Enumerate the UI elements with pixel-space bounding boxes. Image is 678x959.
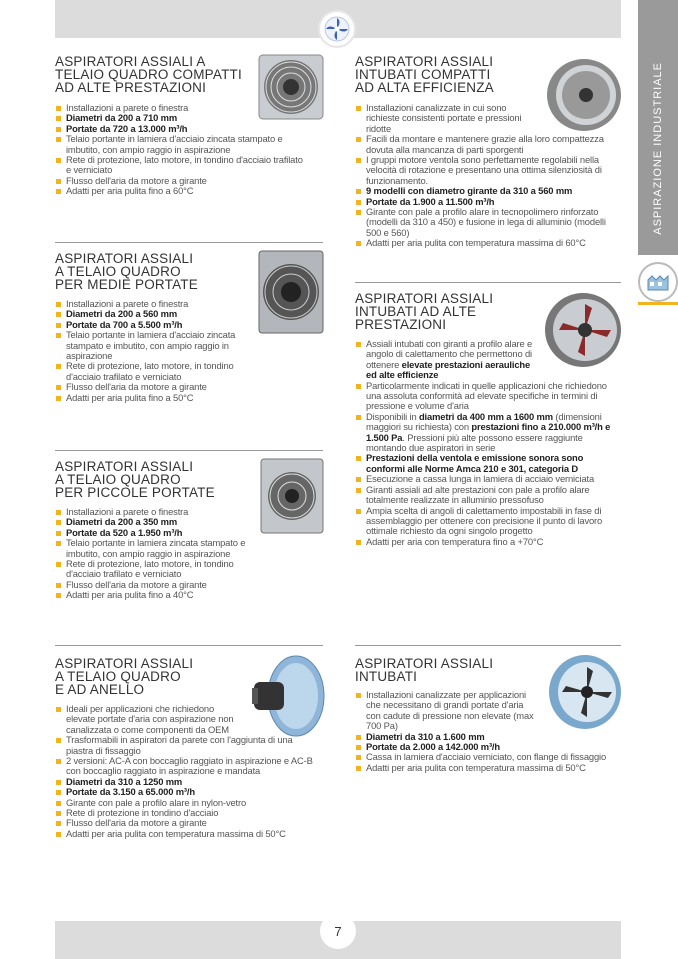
list-item: Adatti per aria pulita con temperatura massima di 60°C bbox=[355, 238, 620, 248]
title-line: A TELAIO QUADRO bbox=[55, 264, 181, 279]
title-line: TELAIO QUADRO COMPATTI bbox=[55, 67, 242, 82]
section-compact-ducted bbox=[355, 55, 555, 94]
list-item: Cassa in lamiera d'acciaio verniciato, con flange di fissaggio bbox=[355, 752, 620, 762]
title-line: PRESTAZIONI bbox=[355, 317, 447, 332]
title-line: A TELAIO QUADRO bbox=[55, 472, 181, 487]
section-square-ring bbox=[55, 657, 255, 696]
list-item: Diametri da 200 a 350 mm bbox=[55, 517, 265, 527]
list-item: Ampia scelta di angoli di calettamento impostabili in fase di assemblaggio per ottenere con precisione il punto di lavoro ottimale richiesto da ogni singolo progetto bbox=[355, 506, 620, 537]
list-item: Adatti per aria con temperatura fino a +70°C bbox=[355, 537, 620, 547]
list-item: Installazioni a parete o finestra bbox=[55, 299, 255, 309]
title-line: AD ALTE PRESTAZIONI bbox=[55, 80, 207, 95]
page-number: 7 bbox=[320, 913, 356, 949]
spec-list bbox=[55, 507, 265, 601]
list-item: Installazioni canalizzate per applicazioni che necessitano di grandi portate d'aria con cadute di pressione non elevate (max 700 Pa) bbox=[355, 690, 540, 732]
list-item: Diametri da 200 a 710 mm bbox=[55, 113, 305, 123]
divider bbox=[55, 450, 323, 451]
list-item: Esecuzione a cassa lunga in lamiera di acciaio verniciata bbox=[355, 474, 620, 484]
divider bbox=[55, 242, 323, 243]
section-ducted bbox=[355, 657, 555, 683]
square-fan-image bbox=[260, 458, 324, 534]
title-line: ASPIRATORI ASSIALI bbox=[55, 459, 194, 474]
list-item: Flusso dell'aria da motore a girante bbox=[55, 382, 255, 392]
list-item bbox=[355, 412, 620, 454]
title-line: INTUBATI COMPATTI bbox=[355, 67, 491, 82]
list-item: Portate da 520 a 1.950 m³/h bbox=[55, 528, 265, 538]
square-fan-image bbox=[258, 250, 324, 334]
section-title bbox=[55, 252, 255, 291]
spec-list bbox=[355, 339, 620, 547]
title-line: ASPIRATORI ASSIALI bbox=[355, 656, 494, 671]
list-item: Telaio portante in lamiera d'acciaio zincata stampato e imbutito, con ampio raggio in aspirazione bbox=[55, 330, 255, 361]
title-line: PER MEDIE PORTATE bbox=[55, 277, 198, 292]
divider bbox=[55, 645, 323, 646]
title-line: ASPIRATORI ASSIALI bbox=[55, 251, 194, 266]
side-accent-line bbox=[638, 302, 678, 305]
title-line: PER PICCOLE PORTATE bbox=[55, 485, 215, 500]
item-text: . Pressioni più alte possono essere raggiunte montando due aspiratori in serie bbox=[366, 431, 583, 454]
list-item: Adatti per aria pulita fino a 50°C bbox=[55, 393, 255, 403]
list-item: Girante con pale a profilo alare in tecnopolimero rinforzato (modelli da 310 a 450) e fusione in lega di alluminio (modelli 500 e 560) bbox=[355, 207, 620, 238]
section-compact-square bbox=[55, 55, 255, 94]
list-item: Portate da 1.900 a 11.500 m³/h bbox=[355, 197, 620, 207]
list-item: Flusso dell'aria da motore a girante bbox=[55, 580, 265, 590]
list-item: Flusso dell'aria da motore a girante bbox=[55, 818, 315, 828]
title-line: E AD ANELLO bbox=[55, 682, 145, 697]
section-title bbox=[55, 657, 255, 696]
title-line: ASPIRATORI ASSIALI bbox=[355, 291, 494, 306]
list-item: 2 versioni: AC-A con boccaglio raggiato in aspirazione e AC-B con boccaglio raggiato in aspirazione e mandata bbox=[55, 756, 315, 777]
ducted-fan-image bbox=[542, 290, 624, 370]
list-item: Installazioni canalizzate in cui sono richieste consistenti portate e pressioni ridotte bbox=[355, 103, 525, 134]
square-fan-image bbox=[258, 54, 324, 120]
fan-logo-icon bbox=[318, 10, 356, 48]
side-logo-icon bbox=[638, 262, 678, 302]
list-item: Adatti per aria pulita fino a 60°C bbox=[55, 186, 305, 196]
list-item: Particolarmente indicati in quelle applicazioni che richiedono una assoluta conformità ad elevate specifiche in termini di pressione e volume d'aria bbox=[355, 381, 620, 412]
section-title bbox=[355, 292, 555, 331]
list-item: Adatti per aria pulita con temperatura massima di 50°C bbox=[55, 829, 315, 839]
section-medium-square bbox=[55, 252, 255, 291]
spec-list bbox=[55, 299, 255, 403]
ducted-fan-image bbox=[544, 56, 624, 134]
divider bbox=[355, 282, 621, 283]
list-item: Rete di protezione in tondino d'acciaio bbox=[55, 808, 315, 818]
list-item: Diametri da 310 a 1.600 mm bbox=[355, 732, 620, 742]
list-item: Rete di protezione, lato motore, in tondino d'acciaio trafilato e verniciato bbox=[55, 559, 265, 580]
list-item: Girante con pale a profilo alare in nylon-vetro bbox=[55, 798, 315, 808]
item-emphasis: elevate prestazioni aerauliche ed alte efficienze bbox=[366, 358, 531, 381]
item-emphasis: diametri da 400 mm a 1600 mm bbox=[418, 410, 553, 422]
title-line: AD ALTA EFFICIENZA bbox=[355, 80, 494, 95]
list-item: Flusso dell'aria da motore a girante bbox=[55, 176, 305, 186]
list-item bbox=[355, 339, 535, 381]
item-emphasis: prestazioni fino a 210.000 m³/h e 1.500 Pa bbox=[366, 421, 611, 443]
list-item: Adatti per aria pulita fino a 40°C bbox=[55, 590, 265, 600]
title-line: A TELAIO QUADRO bbox=[55, 669, 181, 684]
list-item: Portate da 700 a 5.500 m³/h bbox=[55, 320, 255, 330]
list-item: Adatti per aria pulita con temperatura massima di 50°C bbox=[355, 763, 620, 773]
item-text: Assiali intubati con giranti a profilo alare e angolo di calettamento che permettono di ottenere bbox=[366, 338, 533, 370]
list-item: Diametri da 200 a 560 mm bbox=[55, 309, 255, 319]
item-text: (dimensioni maggiori su richiesta) con bbox=[366, 410, 602, 433]
title-line: ASPIRATORI ASSIALI bbox=[355, 54, 494, 69]
section-title bbox=[55, 460, 255, 499]
list-item: Telaio portante in lamiera zincata stampato e imbutito, con ampio raggio in aspirazione bbox=[55, 538, 265, 559]
list-item: Installazioni a parete o finestra bbox=[55, 507, 265, 517]
title-line: ASPIRATORI ASSIALI A bbox=[55, 54, 206, 69]
ring-fan-image bbox=[250, 652, 326, 740]
list-item: Rete di protezione, lato motore, in tondino d'acciaio trafilato e verniciato bbox=[55, 361, 255, 382]
list-item: Diametri da 310 a 1250 mm bbox=[55, 777, 315, 787]
section-high-performance-ducted bbox=[355, 292, 555, 331]
list-item: Giranti assiali ad alte prestazioni con pale a profilo alare totalmente realizzate in alluminio pressofuso bbox=[355, 485, 620, 506]
list-item: Rete di protezione, lato motore, in tondino d'acciaio trafilato e verniciato bbox=[55, 155, 305, 176]
side-tab-label: ASPIRAZIONE INDUSTRIALE bbox=[652, 62, 664, 235]
list-item: Facili da montare e mantenere grazie alla loro compattezza dovuta alla mancanza di parti sporgenti bbox=[355, 134, 620, 155]
list-item: Prestazioni della ventola e emissione sonora sono conformi alle Norme Amca 210 e 301, categoria D bbox=[355, 453, 620, 474]
list-item: Portate da 3.150 a 65.000 m³/h bbox=[55, 787, 315, 797]
list-item: I gruppi motore ventola sono perfettamente regolabili nella velocità di rotazione e presentano una ottima silenziosità di funzionamento. bbox=[355, 155, 620, 186]
title-line: INTUBATI bbox=[355, 669, 418, 684]
title-line: ASPIRATORI ASSIALI bbox=[55, 656, 194, 671]
list-item: Portate da 2.000 a 142.000 m³/h bbox=[355, 742, 620, 752]
list-item: Portate da 720 a 13.000 m³/h bbox=[55, 124, 305, 134]
section-title bbox=[355, 657, 555, 683]
ducted-fan-image bbox=[546, 652, 624, 732]
list-item: Trasformabili in aspiratori da parete con l'aggiunta di una piastra di fissaggio bbox=[55, 735, 315, 756]
section-small-square bbox=[55, 460, 255, 499]
list-item: Telaio portante in lamiera d'acciaio zincata stampato e imbutito, con ampio raggio in aspirazione bbox=[55, 134, 305, 155]
item-text: Disponibili in bbox=[366, 410, 419, 422]
section-title bbox=[355, 55, 555, 94]
divider bbox=[355, 645, 621, 646]
title-line: INTUBATI AD ALTE bbox=[355, 304, 477, 319]
side-tab[interactable] bbox=[638, 0, 678, 255]
section-title bbox=[55, 55, 255, 94]
list-item: Installazioni a parete o finestra bbox=[55, 103, 305, 113]
list-item: 9 modelli con diametro girante da 310 a 560 mm bbox=[355, 186, 620, 196]
list-item: Ideali per applicazioni che richiedono elevate portate d'aria con aspirazione non canalizzata o come componenti da OEM bbox=[55, 704, 235, 735]
